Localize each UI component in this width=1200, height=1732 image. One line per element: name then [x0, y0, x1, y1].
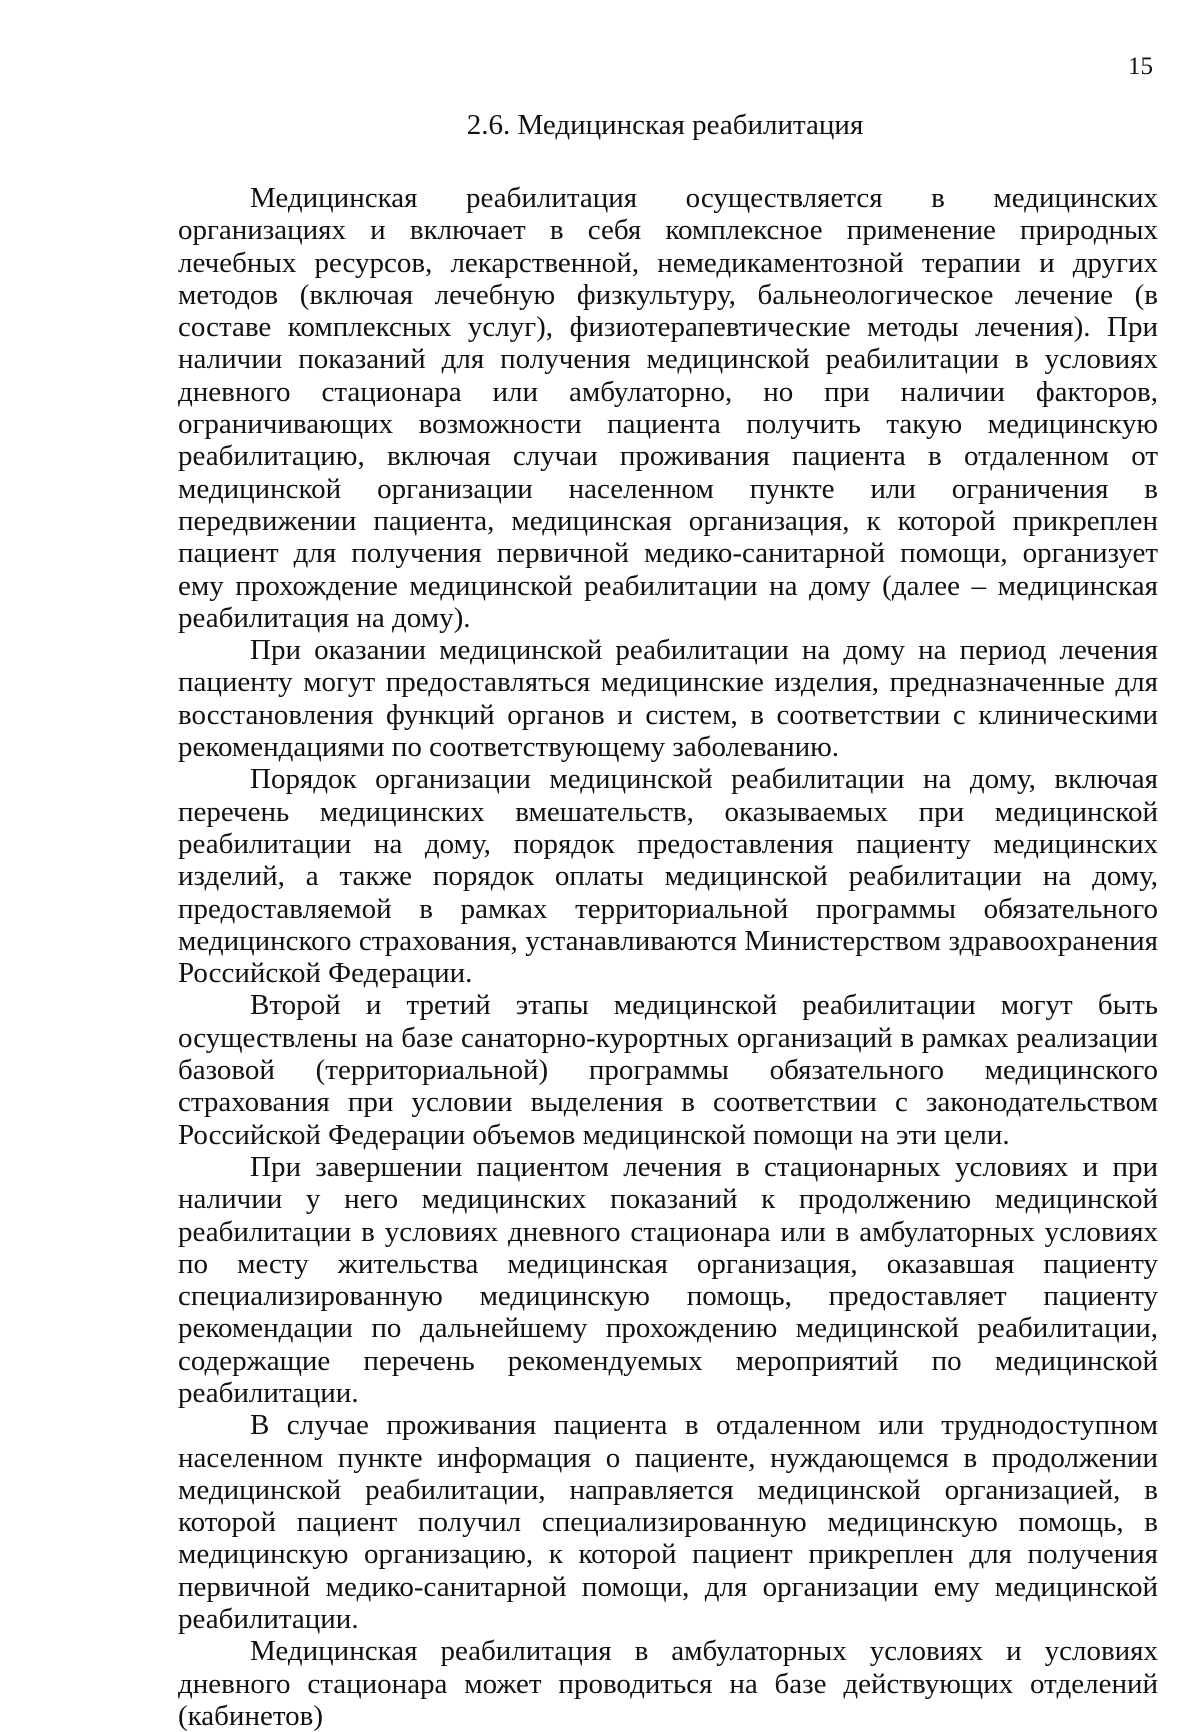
- section-heading: 2.6. Медицинская реабилитация: [466, 109, 864, 141]
- paragraph: В случае проживания пациента в отдаленном или труднодоступном населенном пункте информация о пациенте, нуждающемся в продолжении медицинской реабилитации, направляется медицинской организацией, в которой пациент получил специализированную медицинскую помощь, в медицинскую организацию, к которой пациент прикреплен для получения первичной медико-санитарной помощи, для организации ему медицинской реабилитации.: [178, 1409, 1158, 1636]
- body-text: [178, 182, 1158, 1732]
- paragraph: При оказании медицинской реабилитации на дому на период лечения пациенту могут предоставляться медицинские изделия, предназначенные для восстановления функций органов и систем, в соответствии с клиническими рекомендациями по соответствующему заболеванию.: [178, 634, 1158, 764]
- paragraph: Порядок организации медицинской реабилитации на дому, включая перечень медицинских вмешательств, оказываемых при медицинской реабилитации на дому, порядок предоставления пациенту медицинских изделий, а также порядок оплаты медицинской реабилитации на дому, предоставляемой в рамках территориальной программы обязательного медицинского страхования, устанавливаются Министерством здравоохранения Российской Федерации.: [178, 763, 1158, 990]
- paragraph: Второй и третий этапы медицинской реабилитации могут быть осуществлены на базе санаторно-курортных организаций в рамках реализации базовой (территориальной) программы обязательного медицинского страхования при условии выделения в соответствии с законодательством Российской Федерации объемов медицинской помощи на эти цели.: [178, 989, 1158, 1151]
- paragraph: Медицинская реабилитация в амбулаторных условиях и условиях дневного стационара может проводиться на базе действующих отделений (кабинетов): [178, 1635, 1158, 1732]
- paragraph: Медицинская реабилитация осуществляется в медицинских организациях и включает в себя комплексное применение природных лечебных ресурсов, лекарственной, немедикаментозной терапии и других методов (включая лечебную физкультуру, бальнеологическое лечение (в составе комплексных услуг), физиотерапевтические методы лечения). При наличии показаний для получения медицинской реабилитации в условиях дневного стационара или амбулаторно, но при наличии факторов, ограничивающих возможности пациента получить такую медицинскую реабилитацию, включая случаи проживания пациента в отдаленном от медицинской организации населенном пункте или ограничения в передвижении пациента, медицинская организация, к которой прикреплен пациент для получения первичной медико-санитарной помощи, организует ему прохождение медицинской реабилитации на дому (далее – медицинская реабилитация на дому).: [178, 182, 1158, 634]
- paragraph: При завершении пациентом лечения в стационарных условиях и при наличии у него медицинских показаний к продолжению медицинской реабилитации в условиях дневного стационара или в амбулаторных условиях по месту жительства медицинская организация, оказавшая пациенту специализированную медицинскую помощь, предоставляет пациенту рекомендации по дальнейшему прохождению медицинской реабилитации, содержащие перечень рекомендуемых мероприятий по медицинской реабилитации.: [178, 1150, 1158, 1409]
- page-number: 15: [1128, 53, 1153, 80]
